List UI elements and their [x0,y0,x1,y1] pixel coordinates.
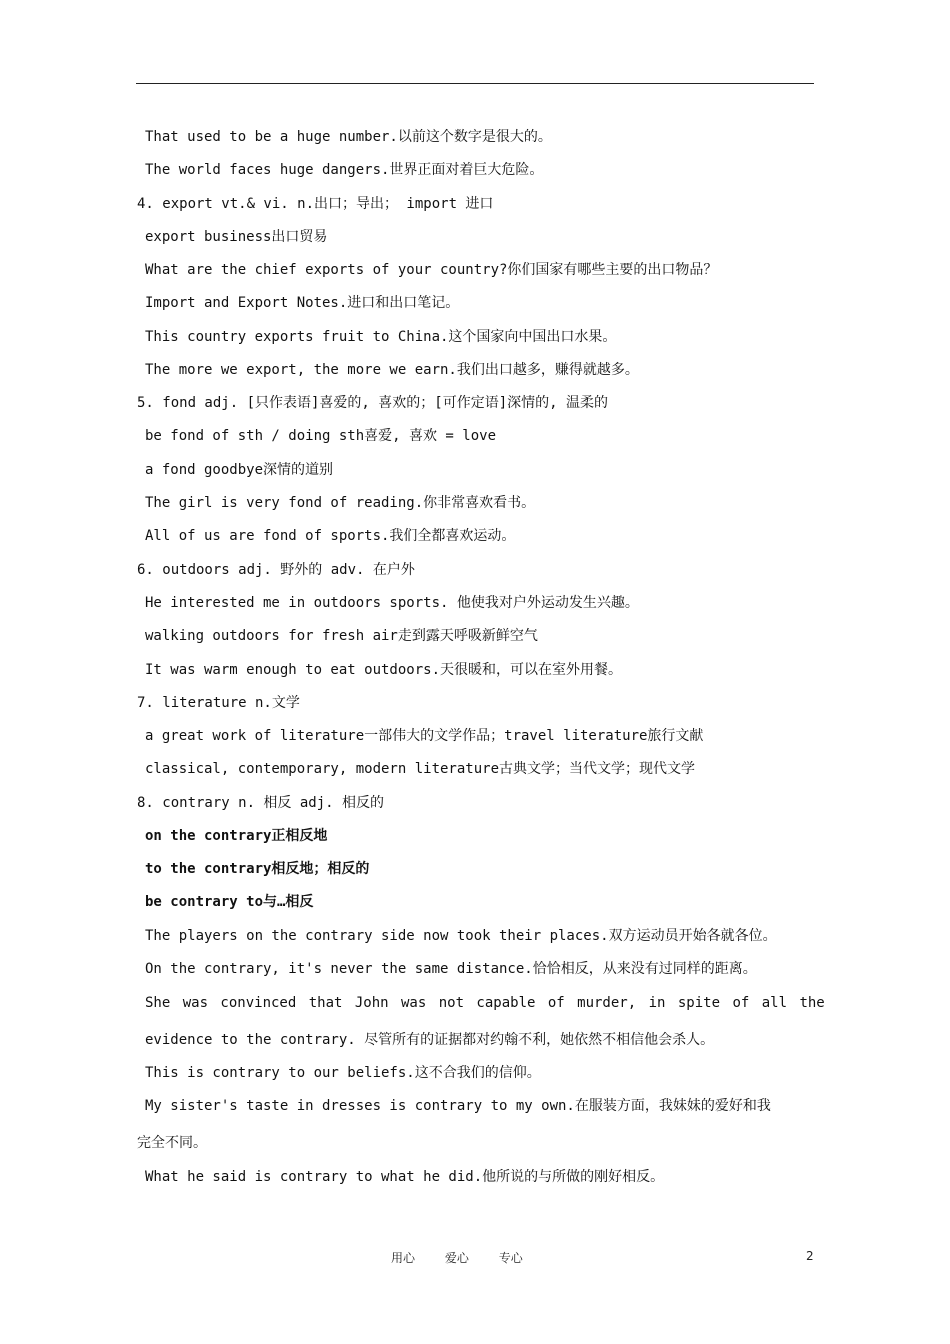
text-line: What he said is contrary to what he did.他所说的与所做的刚好相反。 [145,1169,665,1185]
text-line: evidence to the contrary. 尽管所有的证据都对约翰不利，她依然不相信他会杀人。 [145,1032,715,1048]
text-line: She was convinced that John was not capable of murder, in spite of all the [145,995,825,1011]
entry-heading: 4. export vt.& vi. n.出口；导出； import 进口 [137,196,494,212]
entry-heading: 8. contrary n. 相反 adj. 相反的 [137,795,385,811]
text-line: Import and Export Notes.进口和出口笔记。 [145,295,460,311]
entry-heading: 7. literature n.文学 [137,695,300,711]
text-line: The more we export, the more we earn.我们出口越多，赚得就越多。 [145,362,639,378]
entry-heading: 5. fond adj. [只作表语]喜爱的, 喜欢的；[可作定语]深情的, 温柔的 [137,395,609,411]
text-line: On the contrary, it's never the same distance.恰恰相反，从来没有过同样的距离。 [145,961,757,977]
footer-motto-1: 用心 [391,1251,416,1265]
entry-heading: 6. outdoors adj. 野外的 adv. 在户外 [137,562,415,578]
text-line: export business出口贸易 [145,229,328,245]
footer-motto [391,1249,549,1266]
text-line: It was warm enough to eat outdoors.天很暖和，可以在室外用餐。 [145,662,623,678]
text-line: a great work of literature一部伟大的文学作品；travel literature旅行文献 [145,728,704,744]
text-line: He interested me in outdoors sports. 他使我对户外运动发生兴趣。 [145,595,639,611]
text-line: The world faces huge dangers.世界正面对着巨大危险。 [145,162,544,178]
page-number: 2 [806,1249,814,1263]
text-line: The girl is very fond of reading.你非常喜欢看书。 [145,495,536,511]
text-line: All of us are fond of sports.我们全都喜欢运动。 [145,528,516,544]
footer-motto-3: 专心 [498,1251,523,1265]
phrase-line: to the contrary相反地；相反的 [145,861,370,877]
text-line: a fond goodbye深情的道别 [145,462,334,478]
text-line: That used to be a huge number.以前这个数字是很大的。 [145,129,552,145]
footer-motto-2: 爱心 [444,1251,469,1265]
phrase-line: on the contrary正相反地 [145,828,328,844]
phrase-line: be contrary to与…相反 [145,894,314,910]
text-line: What are the chief exports of your country?你们国家有哪些主要的出口物品？ [145,262,718,278]
text-line: My sister's taste in dresses is contrary to my own.在服装方面，我妹妹的爱好和我 [145,1098,771,1114]
text-line: 完全不同。 [137,1135,207,1151]
text-line: This is contrary to our beliefs.这不合我们的信仰。 [145,1065,541,1081]
text-line: This country exports fruit to China.这个国家向中国出口水果。 [145,329,617,345]
text-line: The players on the contrary side now took their places.双方运动员开始各就各位。 [145,928,777,944]
header-rule [136,83,814,84]
text-line: classical, contemporary, modern literature古典文学；当代文学；现代文学 [145,761,696,777]
text-line: walking outdoors for fresh air走到露天呼吸新鲜空气 [145,628,538,644]
text-line: be fond of sth / doing sth喜爱, 喜欢 = love [145,428,497,444]
